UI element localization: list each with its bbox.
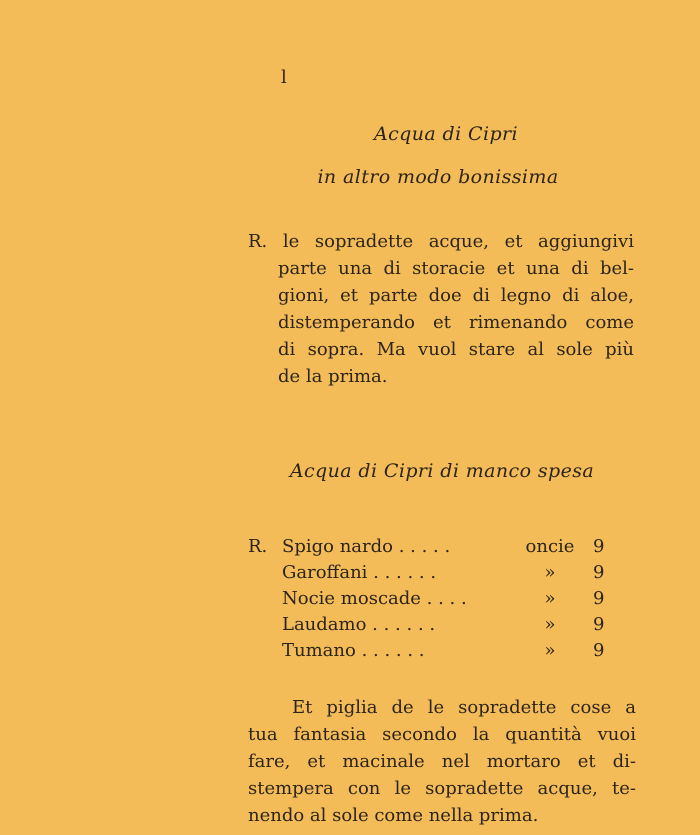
ingredient-name [282, 560, 436, 586]
ingredient-name-text: Spigo nardo [282, 536, 393, 557]
recipe-1-line-text: le sopradette acque, et aggiungivi [282, 231, 634, 252]
leader-dots: . . . . [426, 588, 467, 609]
recipe-1-line: parte una di storacie et una di bel- [278, 258, 634, 279]
ingredient-name [282, 586, 467, 612]
ingredient-name [282, 534, 450, 560]
recipe-heading-1: Acqua di Cipri [374, 123, 518, 145]
closing-line: tua fantasia secondo la quantità vuoi [248, 724, 636, 745]
leader-dots: . . . . . . [361, 640, 425, 661]
ingredient-qty: 9 [593, 588, 605, 609]
ingredient-unit: » [544, 614, 556, 635]
ingredient-unit: » [544, 640, 556, 661]
ingredient-prefix: R. [248, 536, 268, 557]
closing-line: fare, et macinale nel mortaro et di- [248, 751, 636, 772]
recipe-1-text [248, 228, 634, 390]
closing-line: Et piglia de le sopradette cose a [292, 697, 636, 718]
ingredient-unit: oncie [525, 536, 575, 557]
ingredient-qty: 9 [593, 614, 605, 635]
ingredient-unit: » [544, 588, 556, 609]
recipe-subheading-1: in altro modo bonissima [317, 166, 559, 188]
leader-dots: . . . . . . [373, 562, 437, 583]
closing-line: nendo al sole come nella prima. [248, 805, 539, 826]
recipe-1-line [248, 228, 634, 255]
recipe-1-line: distemperando et rimenando come [278, 312, 634, 333]
ingredient-qty: 9 [593, 536, 605, 557]
ingredient-name-text: Garoffani [282, 562, 368, 583]
recipe-1-line: gioni, et parte doe di legno di aloe, [278, 285, 634, 306]
leader-dots: . . . . . . [372, 614, 436, 635]
recipe-prefix: R. [248, 231, 268, 252]
recipe-1-line: di sopra. Ma vuol stare al sole più [278, 339, 634, 360]
page-mark: l [281, 67, 287, 88]
ingredient-name-text: Laudamo [282, 614, 367, 635]
ingredient-name [282, 612, 435, 638]
ingredient-name-text: Tumano [282, 640, 356, 661]
recipe-heading-2: Acqua di Cipri di manco spesa [289, 460, 595, 482]
closing-paragraph [248, 694, 636, 829]
ingredient-name-text: Nocie moscade [282, 588, 421, 609]
leader-dots: . . . . . [398, 536, 451, 557]
ingredient-name [282, 638, 425, 664]
closing-line: stempera con le sopradette acque, te- [248, 778, 636, 799]
recipe-1-line: de la prima. [278, 366, 388, 387]
ingredient-unit: » [544, 562, 556, 583]
ingredient-qty: 9 [593, 640, 605, 661]
ingredient-qty: 9 [593, 562, 605, 583]
